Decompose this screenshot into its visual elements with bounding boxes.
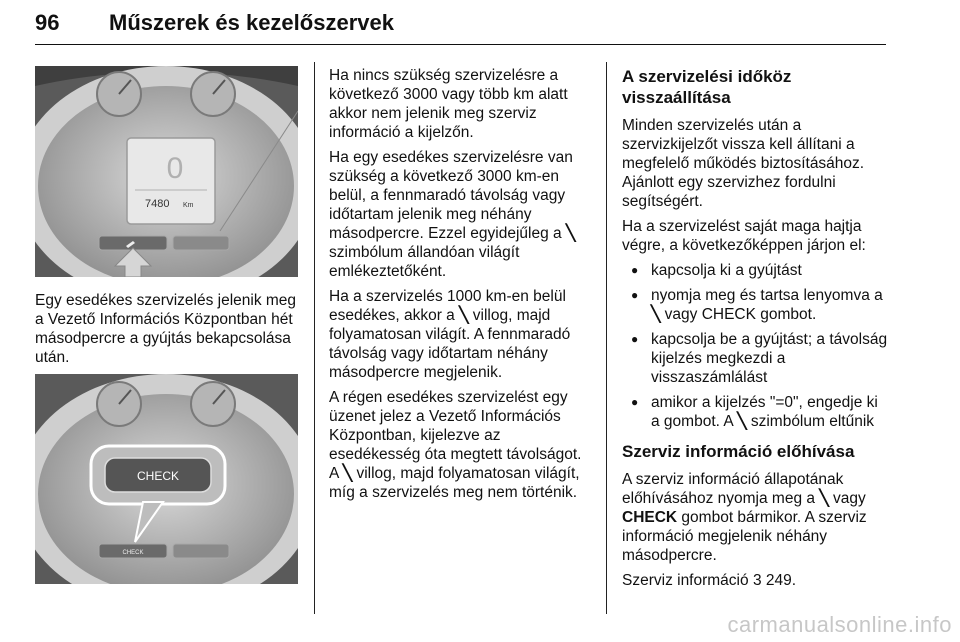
page-header (35, 6, 885, 46)
paragraph-1: Ha nincs szükség szervizelésre a következő 3000 vagy több km alatt akkor nem jelenik meg szerviz információ a kijelzőn. (329, 67, 568, 141)
check-button-small: CHECK (122, 550, 144, 556)
service-info-reference: Szerviz információ 3 249. (622, 572, 797, 589)
cluster-illustration (35, 66, 298, 277)
left-small-gauge-2 (97, 382, 141, 426)
figure-instrument-cluster-service (35, 66, 298, 277)
list-item: ● kapcsolja be a gyújtást; a távolság kijelzés megkezdi a visszaszámlálást (622, 330, 888, 387)
wrench-icon: ╲ (819, 490, 829, 507)
list-item: ● kapcsolja ki a gyújtást (622, 261, 888, 280)
paragraph-3: Ha a szervizelés 1000 km-en belül esedékes, akkor a ╲ villog, majd folyamatosan világít. A fennmaradó távolság vagy időtartam néhány másodpercre megjelenik. (329, 288, 571, 381)
page-number: 96 (35, 10, 60, 35)
right-column (622, 66, 888, 596)
page-reference-icon: 3 (752, 572, 762, 589)
wrench-icon: ╲ (565, 225, 576, 242)
right-small-gauge-2 (191, 382, 235, 426)
left-small-gauge (97, 72, 141, 116)
middle-column (329, 66, 591, 508)
figure-caption: Egy esedékes szervizelés jelenik meg a Vezető Információs Központban hét másodpercre a gyújtás bekapcsolása után. (35, 292, 297, 366)
wrench-icon: ╲ (737, 413, 747, 430)
reset-paragraph-1: Minden szervizelés után a szervizkijelzőt vissza kell állítani a megfelelő működés biztosításához. Ajánlott egy szervizhez fordulni segítségért. (622, 117, 865, 210)
cluster-check-illustration (35, 374, 298, 584)
watermark: carmanualsonline.info (727, 612, 952, 637)
left-column (35, 291, 297, 373)
reset-paragraph-2: Ha a szervizelést saját maga hajtja végre, a következőképpen járjon el: (622, 218, 866, 254)
paragraph-2: Ha egy esedékes szervizelésre van szükség a következő 3000 km-en belül, a fennmaradó távolság vagy időtartam jelenik meg néhány másodpercre. Ezzel egyidejűleg a ╲ szimbólum állandóan világít emlékeztetőként. (329, 149, 576, 280)
odometer-unit: Km (183, 202, 194, 209)
list-item: ● nyomja meg és tartsa lenyomva a ╲ vagy CHECK gombot. (622, 286, 888, 324)
column-divider-1 (314, 62, 315, 614)
wrench-icon: ╲ (459, 307, 469, 324)
figure-instrument-cluster-check (35, 374, 298, 584)
paragraph-4: A régen esedékes szervizelést egy üzenet jelez a Vezető Információs Központban, kijelezve az esedékesség óta megtett távolságot. A ╲ villog, majd folyamatosan világít, míg a szervizelés meg nem történik. (329, 389, 582, 501)
heading-service-info: Szerviz információ előhívása (622, 442, 855, 461)
wrench-icon: ╲ (342, 465, 353, 482)
odometer-readout: 7480 (145, 198, 170, 210)
speed-readout: 0 (166, 152, 184, 185)
reset-steps-list (622, 261, 888, 431)
column-divider-2 (606, 62, 607, 614)
section-title: Műszerek és kezelőszervek (109, 10, 394, 35)
list-item: ● amikor a kijelzés "=0", engedje ki a gombot. A ╲ szimbólum eltűnik (622, 393, 888, 431)
wrench-icon: ╲ (651, 306, 661, 323)
check-callout-label: CHECK (136, 469, 180, 483)
right-small-gauge (191, 72, 235, 116)
heading-reset: A szervizelési időköz visszaállítása (622, 67, 792, 107)
service-info-paragraph: A szerviz információ állapotának előhívásához nyomja meg a ╲ vagy CHECK gombot bármikor. A szerviz információ megjelenik néhány másodpercre. (622, 471, 867, 564)
header-rule (35, 44, 886, 45)
